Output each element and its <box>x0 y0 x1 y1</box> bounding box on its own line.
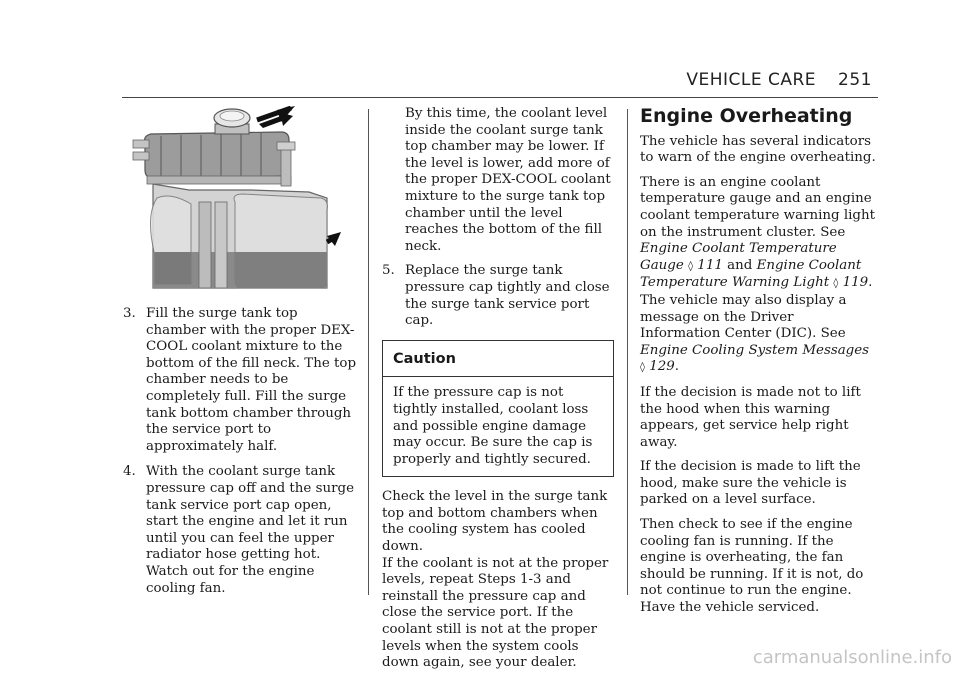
check-level-paragraph: Check the level in the surge tank top and bottom chambers when the cooling system has cooled down. <box>382 489 608 555</box>
step-4-continuation: By this time, the coolant level inside the coolant surge tank top chamber may be lower. If the level is lower, add more of the proper DEX-COOL coolant mixture to the surge tank top chamber until the level reaches the bottom of the fill neck. <box>405 106 611 254</box>
paragraph-gauge <box>640 175 878 377</box>
text: and <box>722 257 757 273</box>
caution-text: If the pressure cap is not tightly installed, coolant loss and possible engine damage may occur. Be sure the cap is properly and tightly secured. <box>393 385 593 467</box>
step-text: Fill the surge tank top chamber with the proper DEX-COOL coolant mixture to the bottom of the fill neck. The top chamber needs to be completely full. Fill the surge tank bottom chamber through the service port to approximately half. <box>146 306 357 454</box>
crossref-page[interactable]: 111 <box>697 257 723 273</box>
page-ref-icon: ◊ <box>688 260 694 272</box>
procedure-steps-continued <box>382 263 614 329</box>
coolant-surge-tank-illustration <box>131 106 343 296</box>
header-rule <box>122 97 878 98</box>
step-4 <box>123 464 358 597</box>
repeat-steps-paragraph: If the coolant is not at the proper levels, repeat Steps 1-3 and reinstall the pressure cap and close the service port. If the coolant still is not at the proper levels when the system cools down again, see your dealer. <box>382 555 609 671</box>
crossref-page[interactable]: 119 <box>842 275 869 291</box>
crossref-coolant-gauge[interactable]: Engine Coolant Temperature Gauge <box>640 241 837 273</box>
crossref-warning-light[interactable]: Engine Coolant Temperature Warning Light <box>640 257 862 291</box>
step-3 <box>123 306 358 455</box>
paragraph-indicators: The vehicle has several indicators to warn of the engine overheating. <box>640 133 876 166</box>
paragraph-lift-hood: If the decision is made to lift the hood, make sure the vehicle is parked on a level surface. <box>640 459 861 508</box>
column-1 <box>123 106 358 606</box>
crossref-cooling-messages[interactable]: Engine Cooling System Messages <box>640 342 870 358</box>
page-ref-icon: ◊ <box>640 362 645 374</box>
column-2 <box>382 106 614 680</box>
section-title: VEHICLE CARE <box>686 70 817 90</box>
step-number: 5. <box>382 263 395 279</box>
column-3 <box>640 106 878 625</box>
page-number: 251 <box>838 70 872 90</box>
page-ref-icon: ◊ <box>833 278 839 290</box>
crossref-page[interactable]: 129 <box>649 359 675 375</box>
paragraph-cooling-fan: Then check to see if the engine cooling fan is running. If the engine is overheating, the fan should be running. If it is not, do not continue to run the engine. Have the vehicle serviced. <box>640 517 864 616</box>
watermark: carmanualsonline.info <box>752 647 952 668</box>
step-text: With the coolant surge tank pressure cap off and the surge tank service port cap open, start the engine and let it run until you can feel the upper radiator hose getting hot. Watch out for the engine cooling fan. <box>146 464 355 596</box>
paragraph-no-lift: If the decision is made not to lift the hood when this warning appears, get service help right away. <box>640 384 861 450</box>
running-header <box>686 70 872 90</box>
text: . The vehicle may also display a message on the Driver Information Center (DIC). See <box>640 275 873 342</box>
text: . <box>674 359 680 375</box>
step-5 <box>382 263 614 329</box>
step-number: 4. <box>123 464 136 480</box>
column-divider <box>368 109 369 595</box>
section-heading: Engine Overheating <box>640 105 853 127</box>
procedure-steps <box>123 306 358 597</box>
step-text: Replace the surge tank pressure cap tightly and close the surge tank service port cap. <box>405 263 610 329</box>
column-divider <box>627 109 628 595</box>
step-number: 3. <box>123 306 136 321</box>
text: There is an engine coolant temperature gauge and an engine coolant temperature warning light on the instrument cluster. See <box>640 174 875 240</box>
caution-title: Caution <box>383 351 613 378</box>
caution-box <box>382 340 614 478</box>
